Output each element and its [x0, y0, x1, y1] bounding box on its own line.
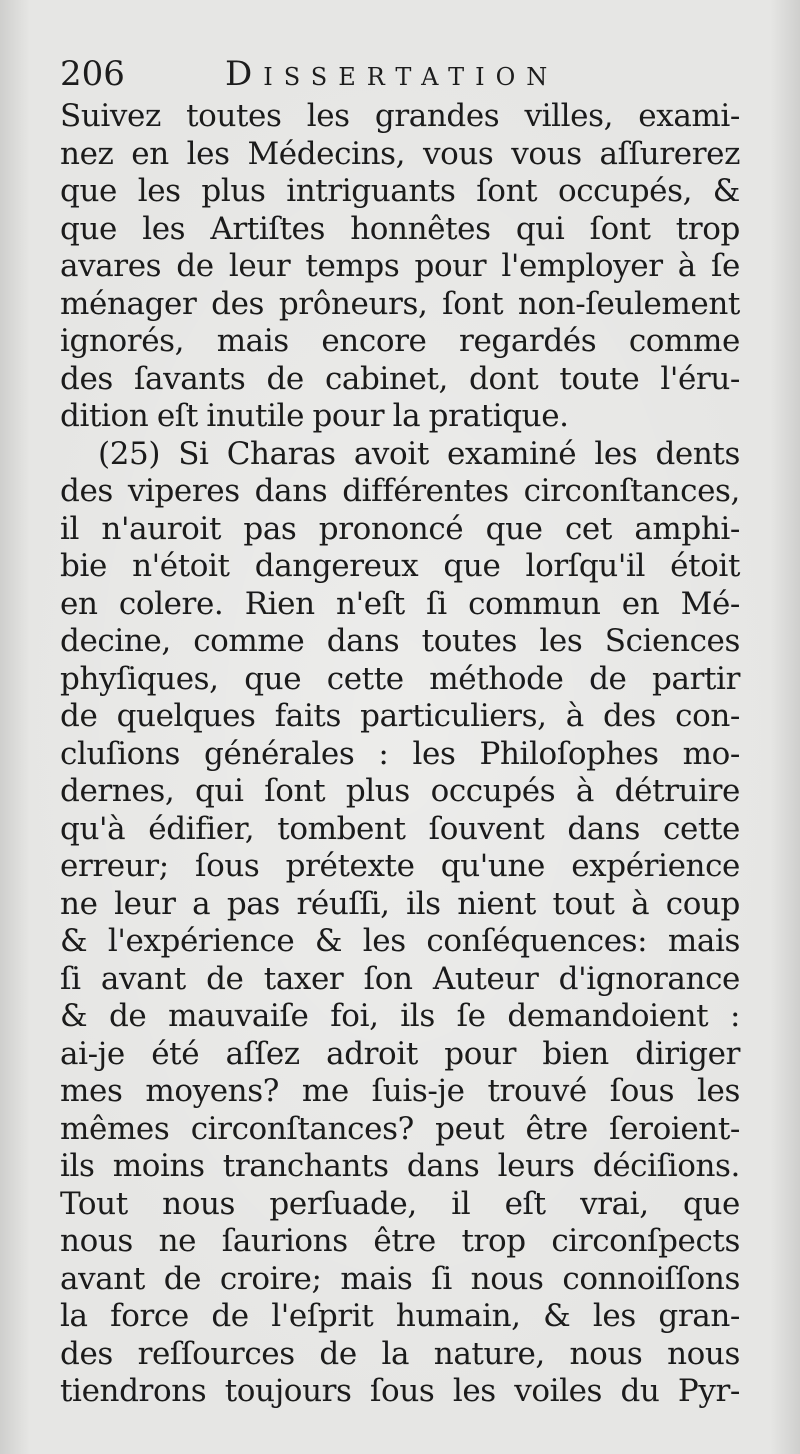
text-line: & l'expérience & les conſéquences: mais	[60, 923, 740, 959]
text-line: Tout nous perſuade, il eſt vrai, que	[60, 1185, 740, 1222]
body-text	[60, 98, 740, 1411]
text-line: erreur; ſous prétexte qu'une expérience	[60, 848, 740, 884]
text-line: des viperes dans différentes circonſtances,	[60, 473, 740, 509]
text-line: des reſſources de la nature, nous nous	[60, 1335, 740, 1372]
text-line: que les Artiſtes honnêtes qui ſont trop	[60, 210, 740, 247]
text-line: bie n'étoit dangereux que lorſqu'il étoit	[60, 548, 740, 584]
text-line: tiendrons toujours ſous les voiles du Pyr-	[60, 1373, 740, 1409]
text-line: il n'auroit pas prononcé que cet amphi-	[60, 510, 740, 547]
text-line: & de mauvaiſe foi, ils ſe demandoient :	[60, 998, 740, 1034]
text-line: ignorés, mais encore regardés comme	[60, 323, 740, 359]
text-line: ils moins tranchants dans leurs déciſions.	[60, 1148, 740, 1184]
text-line: la force de l'eſprit humain, & les gran-	[60, 1298, 740, 1334]
text-line: (25) Si Charas avoit examiné les dents	[98, 435, 740, 472]
text-line: ménager des prôneurs, ſont non-ſeulement	[60, 285, 740, 322]
text-line: ai-je été aſſez adroit pour bien diriger	[60, 1035, 740, 1072]
text-line: mes moyens? me ſuis-je trouvé ſous les	[60, 1073, 740, 1109]
text-line: ne leur a pas réuſſi, ils nient tout à coup	[60, 885, 740, 922]
text-line: cluſions générales : les Philoſophes mo-	[60, 735, 740, 772]
text-line: phyſiques, que cette méthode de partir	[60, 660, 740, 697]
running-head: Dissertation	[225, 54, 559, 94]
page-number: 206	[60, 54, 125, 94]
text-line: nez en les Médecins, vous vous aſſurerez	[60, 135, 740, 172]
text-line: ſi avant de taxer ſon Auteur d'ignorance	[60, 960, 740, 997]
text-line: dernes, qui ſont plus occupés à détruire	[60, 773, 740, 809]
text-line: que les plus intriguants ſont occupés, &	[60, 173, 740, 209]
page-header	[60, 50, 740, 98]
text-line: mêmes circonſtances? peut être ſeroient-	[60, 1110, 740, 1147]
text-line: Suivez toutes les grandes villes, exami-	[60, 98, 740, 134]
text-line: avant de croire; mais ſi nous connoiſſons	[60, 1260, 740, 1297]
text-line: dition eſt inutile pour la pratique.	[60, 398, 569, 434]
text-line: en colere. Rien n'eſt ſi commun en Mé-	[60, 585, 740, 622]
text-line: avares de leur temps pour l'employer à ſe	[60, 248, 740, 284]
text-line: decine, comme dans toutes les Sciences	[60, 623, 740, 659]
text-line: des ſavants de cabinet, dont toute l'éru-	[60, 360, 740, 397]
text-line: qu'à édifier, tombent ſouvent dans cette	[60, 810, 740, 847]
text-line: nous ne ſaurions être trop circonſpects	[60, 1223, 740, 1259]
text-line: de quelques faits particuliers, à des con-	[60, 698, 740, 734]
